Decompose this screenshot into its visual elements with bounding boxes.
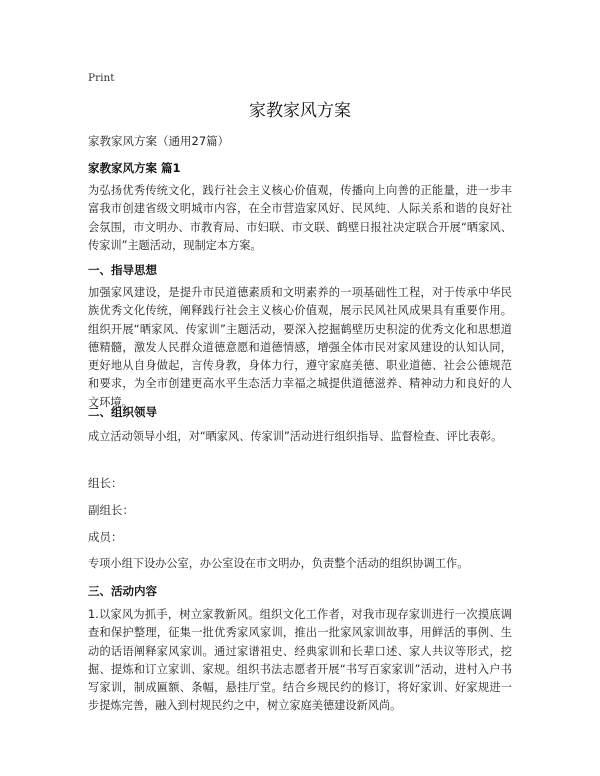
print-link[interactable]: Print [88, 72, 115, 84]
leader-line: 组长： [88, 476, 123, 490]
vice-leader-line: 副组长： [88, 503, 134, 517]
section-heading-organization: 二、组织领导 [88, 405, 157, 419]
members-line: 成员： [88, 530, 123, 544]
guiding-thought-paragraph: 加强家风建设，是提升市民道德素质和文明素养的一项基础性工程，对于传承中华民族优秀文化传统，阐释践行社会主义核心价值观，展示民风社风成果具有重要作用。组织开展“晒家风、传家训”主题活动，要深入挖掘鹤壁历史积淀的优秀文化和思想道德精髓，激发人民群众道德意愿和道德情感，增强全体市民对家风建设的认知认同，更好地从自身做起，言传身教，身体力行，遵守家庭美德、职业道德、社会公德规范和要求，为全市创建更高水平生态活力幸福之城提供道德滋养、精神动力和良好的人文环境。 [88, 286, 512, 409]
part-heading: 家教家风方案 篇1 [88, 161, 181, 175]
document-subtitle: 家教家风方案（通用27篇） [88, 134, 230, 148]
section-heading-activity-content: 三、活动内容 [88, 584, 157, 598]
section-heading-guiding-thought: 一、指导思想 [88, 263, 157, 277]
intro-paragraph: 为弘扬优秀传统文化，践行社会主义核心价值观，传播向上向善的正能量，进一步丰富我市创建省级文明城市内容，在全市营造家风好、民风纯、人际关系和谐的良好社会氛围，市文明办、市教育局、市妇联、市文联、鹤壁日报社决定联合开展“晒家风、传家训”主题活动，现制定本方案。 [88, 184, 512, 252]
document-title: 家教家风方案 [249, 101, 351, 121]
office-paragraph: 专项小组下设办公室，办公室设在市文明办，负责整个活动的组织协调工作。 [88, 557, 469, 570]
organization-paragraph: 成立活动领导小组，对“晒家风、传家训”活动进行组织指导、监督检查、评比表彰。 [88, 430, 503, 443]
activity-content-paragraph: 1.以家风为抓手，树立家教新风。组织文化工作者，对我市现存家训进行一次摸底调查和保护整理，征集一批优秀家风家训，推出一批家风家训故事，用鲜活的事例、生动的话语阐释家风家训。通过家谱祖史、经典家训和长辈口述、家人共议等形式，挖掘、提炼和订立家训、家规。组织书法志愿者开展“书写百家家训”活动，进村入户书写家训，制成匾额、条幅，悬挂厅堂。结合乡规民约的修订，将好家训、好家规进一步提炼完善，融入到村规民约之中，树立家庭美德建设新风尚。 [88, 608, 512, 713]
